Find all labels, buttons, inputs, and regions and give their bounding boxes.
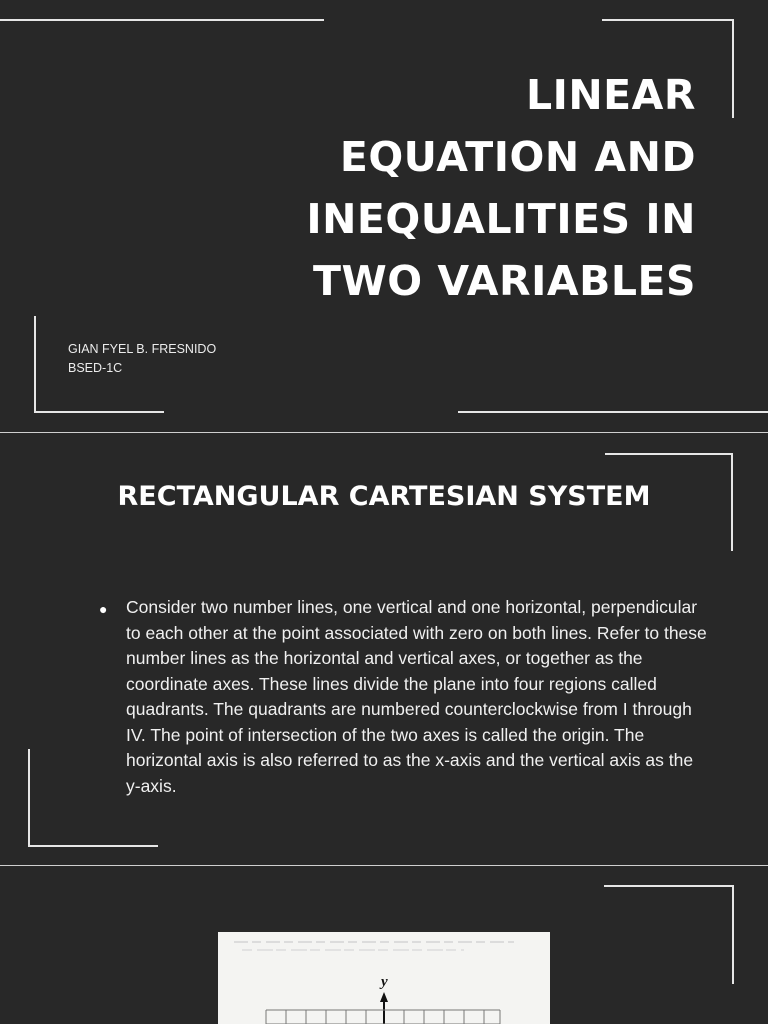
y-axis-label: y — [381, 974, 388, 990]
frame-corner-bottom-left-h — [28, 845, 158, 847]
frame-corner-top-right-h — [604, 885, 734, 887]
frame-line-bottom-right — [458, 411, 768, 413]
frame-line-top-left — [0, 19, 324, 21]
figure-slide — [0, 866, 768, 1024]
frame-corner-top-right-v — [732, 885, 734, 984]
bullet-paragraph: Consider two number lines, one vertical and one horizontal, perpendicular to each other at the point associated with zero on both lines. Refer to these number lines as the horizontal and vertical axes, or together as the coordinate axes. These lines divide the plane into four regions called quadrants. The quadrants are numbered counterclockwise from I through IV. The point of intersection of the two axes is called the origin. The horizontal axis is also referred to as the x-axis and the vertical axis as the y-axis. — [126, 597, 707, 796]
bullet-dot-icon: ● — [99, 601, 108, 617]
author-name: GIAN FYEL B. FRESNIDO — [68, 342, 217, 356]
coordinate-plane-figure — [218, 932, 550, 1024]
slide-title — [276, 64, 696, 312]
frame-corner-top-right-h — [605, 453, 733, 455]
section-heading: RECTANGULAR CARTESIAN SYSTEM — [117, 481, 651, 512]
title-line: LINEAR — [525, 71, 696, 119]
title-line: INEQUALITIES IN — [306, 195, 696, 243]
frame-corner-bottom-left-v — [34, 316, 36, 413]
title-line: EQUATION AND — [339, 133, 696, 181]
title-line: TWO VARIABLES — [313, 257, 696, 305]
frame-corner-top-right-v — [732, 19, 734, 118]
frame-corner-bottom-left-h — [34, 411, 164, 413]
cartesian-slide — [0, 433, 768, 865]
author-course: BSED-1C — [68, 361, 123, 375]
title-slide — [0, 0, 768, 432]
author-block — [68, 340, 216, 378]
grid-diagram — [218, 932, 550, 1024]
frame-corner-bottom-left-v — [28, 749, 30, 847]
frame-corner-top-right-h — [602, 19, 734, 21]
